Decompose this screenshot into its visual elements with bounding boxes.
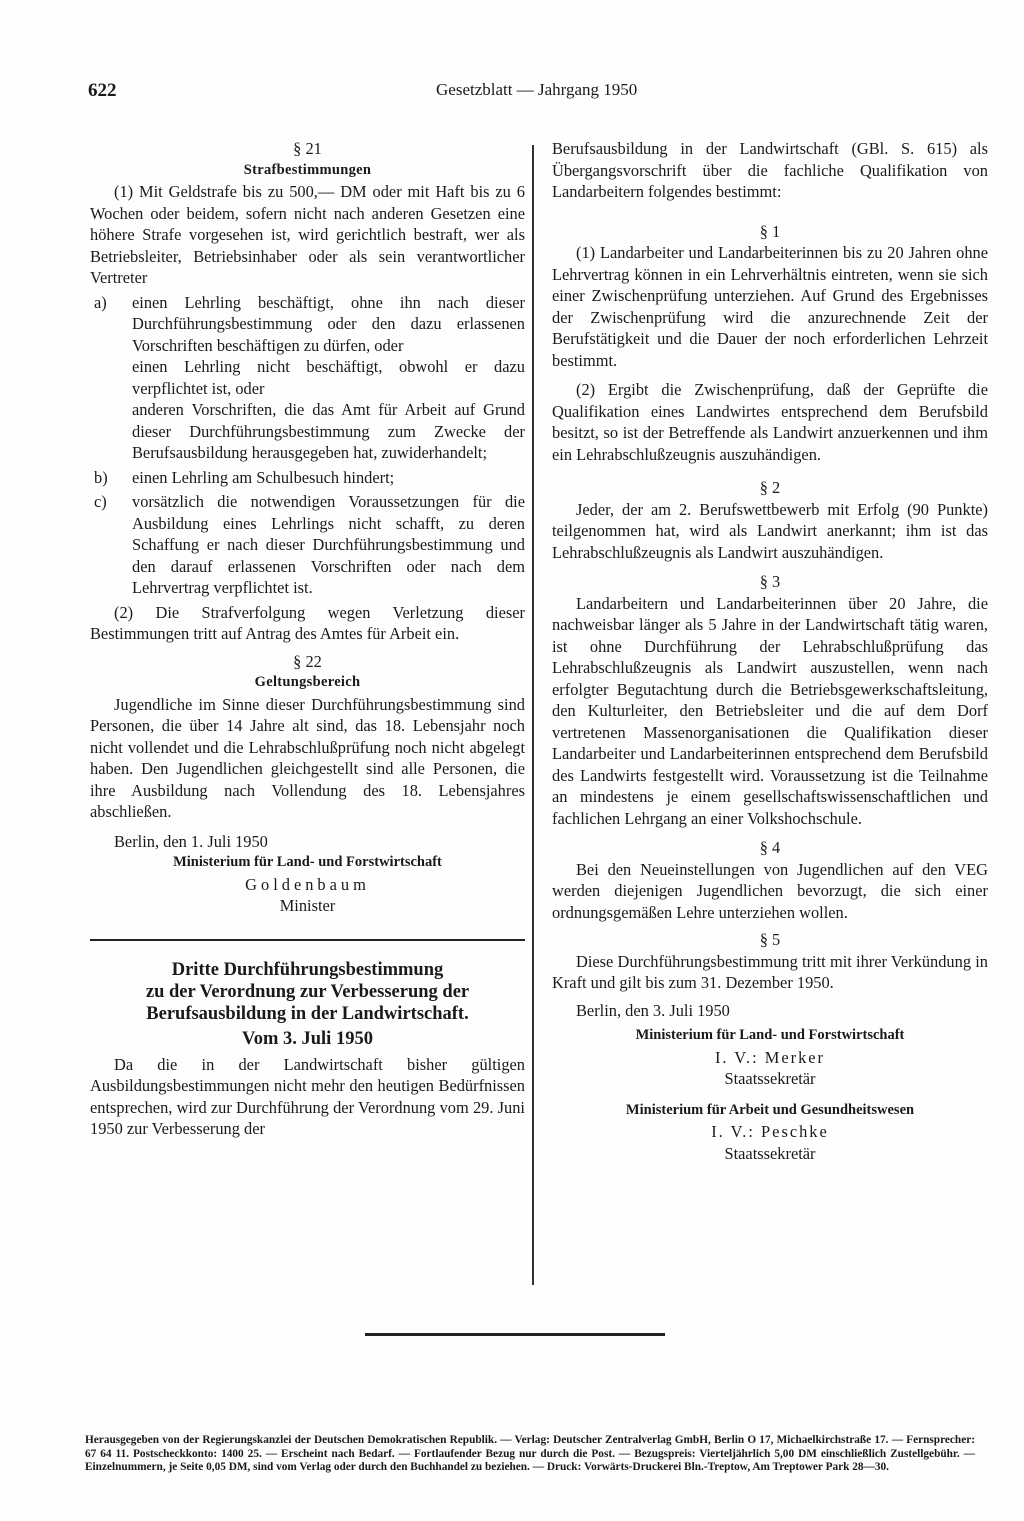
section-22-title: Geltungsbereich [254, 674, 361, 690]
section-21-heading: § 21 [293, 139, 322, 158]
right-place-date: Berlin, den 3. Juli 1950 [576, 1000, 730, 1020]
list-item-c-label: c) [94, 492, 107, 511]
left-signer-role: Minister [279, 896, 336, 915]
right-ministry-1: Ministerium für Land- und Forstwirtschaft [635, 1027, 905, 1043]
page-number: 622 [88, 80, 117, 101]
section-21-title: Strafbestimmungen [243, 161, 372, 178]
page-header [88, 80, 988, 110]
list-item-a-continuation-1: einen Lehrling nicht beschäftigt, obwohl er dazu verpflichtet ist, oder [132, 357, 525, 398]
section-3-heading: § 3 [759, 572, 781, 591]
right-column [552, 138, 988, 1164]
list-item-a [90, 292, 525, 357]
list-item-b-text: einen Lehrling am Schulbesuch hindert; [132, 467, 395, 487]
column-divider [532, 145, 534, 1285]
ordinance-date: Vom 3. Juli 1950 [242, 1028, 373, 1049]
section-3-paragraph: Landarbeitern und Landarbeiterinnen über 20 Jahre, die nachweisbar länger als 5 Jahre in der Landwirtschaft tätig waren, ist ohne Durchführung der Lehrabschlußprüfung das Lehrabschlußzeugnis als Landwirt auszustellen, wenn nach erfolgter Begutachtung durch die Betriebsgewerkschaftsleitung, den Kulturleiter, den Betriebsleiter und die auf dem Dorf vertretenen Massenorganisationen die Qualifikation dieser Landarbeiter und Landarbeiterinnen entsprechend dem Berufsbild des Landwirts festgestellt wird. Voraussetzung ist die Teilnahme an mindestens je einem gesellschaftswissenschaftlichen und fachlichen Lehrgang an einer Volkshochschule. [552, 593, 988, 828]
right-signer-2: I. V.: Peschke [711, 1122, 829, 1141]
ordinance-intro-continuation: Berufsausbildung in der Landwirtschaft (GBl. S. 615) als Übergangsvorschrift über die fachliche Qualifikation von Landarbeitern folgendes bestimmt: [552, 139, 988, 201]
section-2-paragraph: Jeder, der am 2. Berufswettbewerb mit Erfolg (90 Punkte) teilgenommen hat, wird als Landwirt anerkannt; ihm ist das Lehrabschlußzeugnis als Landwirt auszuhändigen. [552, 499, 988, 562]
left-signer: Goldenbaum [245, 874, 370, 894]
left-separator-rule [90, 939, 525, 941]
imprint-footer: Herausgegeben von der Regierungskanzlei der Deutschen Demokratischen Republik. — Verlag: Deutscher Zentralverlag GmbH, Berlin O 17, Michaelkirchstraße 17. — Fernsprecher: 67 64 11. Postscheckkonto: 1400 25. — Erscheint nach Bedarf. — Fortlaufender Bezug nur durch die Post. — Bezugspreis: Vierteljährlich 5,00 DM einschließlich Zustellgebühr. — Einzelnummern, je Seite 0,05 DM, sind vom Verlag oder durch den Buchhandel zu beziehen. — Druck: Vorwärts-Druckerei Bln.-Treptow, Am Treptower Park 28—30. [85, 1434, 975, 1473]
right-signer-2-role: Staatssekretär [724, 1143, 816, 1163]
right-ministry-2: Ministerium für Arbeit und Gesundheitswesen [625, 1101, 915, 1118]
section-5-heading: § 5 [759, 930, 781, 949]
section-4-paragraph: Bei den Neueinstellungen von Jugendlichen auf den VEG werden diejenigen Jugendlichen bevorzugt, die sich einer ordnungsgemäßen Lehre unterziehen wollen. [552, 859, 988, 922]
section-1-paragraph-1: (1) Landarbeiter und Landarbeiterinnen bis zu 20 Jahren ohne Lehrvertrag können in ein Lehrverhältnis eintreten, wenn sie sich einer Zwischenprüfung unterziehen. Auf Grund des Ergebnisses der Zwischenprüfung wird die anzurechnende Zeit der Berufstätigkeit und die Dauer der noch erforderlichen Lehrzeit bestimmt. [552, 243, 988, 370]
list-item-b [90, 467, 525, 489]
section-21-paragraph-2: (2) Die Strafverfolgung wegen Verletzung dieser Bestimmungen tritt auf Antrag des Amtes für Arbeit ein. [90, 602, 525, 643]
right-signer-1: I. V.: Merker [714, 1047, 826, 1067]
section-1-heading: § 1 [759, 221, 781, 241]
ordinance-title-line-2: zu der Verordnung zur Verbesserung der [145, 981, 470, 1002]
right-signer-1-role: Staatssekretär [724, 1069, 816, 1088]
section-22-heading: § 22 [293, 651, 322, 671]
list-item-a-label: a) [94, 292, 107, 312]
section-1-paragraph-2: (2) Ergibt die Zwischenprüfung, daß der Geprüfte die Qualifikation eines Landwirtes entsprechend dem Berufsbild besitzt, so ist der Betreffende als Landwirt anzuerkennen und ihm ein Lehrabschlußzeugnis auszuhändigen. [552, 380, 988, 464]
list-item-c [90, 491, 525, 599]
list-item-c-text: vorsätzlich die notwendigen Voraussetzungen für die Ausbildung eines Lehrlings nicht schafft, zu deren Schaffung er nach dieser Durchführungsbestimmung und den darauf erlassenen Vorschriften oder nach dem Lehrvertrag verpflichtet ist. [132, 492, 525, 597]
section-2-heading: § 2 [759, 478, 781, 497]
bottom-separator-rule [365, 1333, 665, 1336]
left-column [90, 138, 525, 1140]
left-place-date: Berlin, den 1. Juli 1950 [114, 831, 268, 851]
section-22-paragraph: Jugendliche im Sinne dieser Durchführungsbestimmung sind Personen, die über 14 Jahre alt sind, das 18. Lebensjahr noch nicht vollendet und die Lehrabschlußprüfung noch nicht abgelegt haben. Den Jugendlichen gleichgestellt sind alle Personen, die ihre Ausbildung nach Vollendung des 18. Lebensjahres abschließen. [90, 694, 525, 821]
list-item-a-continuation-2: anderen Vorschriften, die das Amt für Arbeit auf Grund dieser Durchführungsbestimmung zum Zwecke der Berufsausbildung herausgegeben hat, zuwiderhandelt; [132, 400, 525, 462]
section-21-paragraph-1: (1) Mit Geldstrafe bis zu 500,— DM oder mit Haft bis zu 6 Wochen oder beidem, sofern nicht nach anderen Gesetzen eine höhere Strafe vorgesehen ist, wird gerichtlich bestraft, wer als Betriebsleiter, Betriebsinhaber oder als sein verantwortlicher Vertreter [90, 182, 525, 287]
ordinance-title [90, 959, 525, 1050]
list-item-b-label: b) [94, 467, 108, 487]
ordinance-title-line-3: Berufsausbildung in der Landwirtschaft. [146, 1003, 469, 1024]
list-item-a-text: einen Lehrling beschäftigt, ohne ihn nach dieser Durchführungsbestimmung oder den dazu erlassenen Vorschriften beschäftigen zu dürfen, oder [132, 292, 525, 355]
section-5-paragraph: Diese Durchführungsbestimmung tritt mit ihrer Verkündung in Kraft und gilt bis zum 31. Dezember 1950. [552, 951, 988, 992]
section-4-heading: § 4 [759, 838, 781, 857]
left-ministry: Ministerium für Land- und Forstwirtschaft [173, 854, 442, 870]
ordinance-intro: Da die in der Landwirtschaft bisher gültigen Ausbildungsbestimmungen nicht mehr den heutigen Bedürfnissen entsprechen, wird zur Durchführung der Verordnung vom 29. Juni 1950 zur Verbesserung der [90, 1054, 525, 1138]
ordinance-title-line-1: Dritte Durchführungsbestimmung [171, 959, 444, 980]
running-title: Gesetzblatt — Jahrgang 1950 [436, 80, 638, 99]
